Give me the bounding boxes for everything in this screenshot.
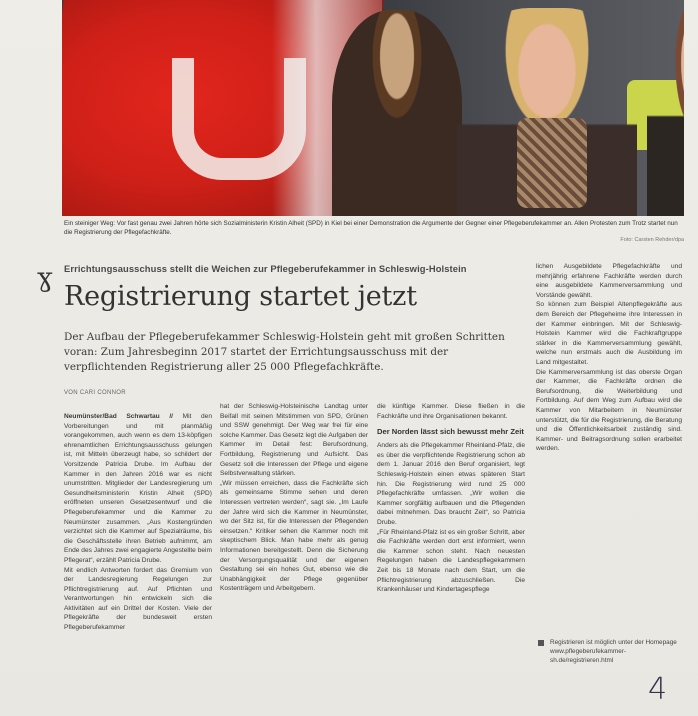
- body-column-4: [536, 262, 682, 454]
- paragraph: Die Kammerversammlung ist das oberste Organ der Kammer, die Fachkräfte ordnen die Berufsordnung, die Weiterbildung und Fortbildung. Auf dem Weg zum Aufbau wird die Kammer von Mitarbeitern in Neumünster unterstützt, die für die Registrierung, die Beratung und die Öffentlichkeitsarbeit zuständig sind. Kammer- und Beitragsordnung sollen erarbeitet werden.: [536, 368, 682, 453]
- paragraph: lichen Ausgebildete Pflegefachkräfte und mehrjährig erfahrene Fachkräfte werden durch eine ausgebildete Kammerversammlung und Vorstände gewählt.: [536, 263, 682, 299]
- article-photo: [62, 0, 684, 216]
- dateline: Neumünster/Bad Schwartau //: [64, 413, 173, 420]
- scarf-graphic: [517, 118, 587, 208]
- page-number: 4: [648, 672, 668, 707]
- registration-note: Registrieren ist möglich unter der Homepage www.pflegeberufekammer-sh.de/registrieren.html: [538, 638, 682, 665]
- article-lead: Der Aufbau der Pflegeberufekammer Schleswig-Holstein geht mit großen Schritten voran: Zum Jahresbeginn 2017 startet der Errichtungsausschuss mit der verpflichtenden Registrierung aller 25 000 Pflegefachkräfte.: [64, 331, 505, 373]
- photo-caption: Ein steiniger Weg: Vor fast genau zwei Jahren hörte sich Sozialministerin Kristin Alheit (SPD) in Kiel bei einer Demonstration die Argumente der Gegner einer Pflegeberufekammer an. Allen Protesten zum Trotz startet nun die Registrierung der Pflegefachkräfte.: [64, 220, 678, 236]
- paragraph: „Für Rheinland-Pfalz ist es ein großer Schritt, aber die Fachkräfte werden dort erst informiert, wenn die Kammer schon steht. Nach neuesten Regelungen haben die Landespflegekammern Zeit bis 18 Monate nach dem Start, um die Pflichtregistrierung abzuschließen. Die Krankenhäuser und Kindertagespflege: [377, 528, 525, 594]
- article-headline: Registrierung startet jetzt: [64, 281, 417, 312]
- article-byline: VON CARI CONNOR: [64, 390, 126, 396]
- body-column-1: [64, 412, 212, 633]
- paragraph: So können zum Beispiel Altenpflegekräfte aus dem Bereich der Pflegeheime ihre Interessen in der Kammer einbringen. Mit der Schleswig-Holstein Kammer wird die Fachkraftgruppe stärker in die Kammerversammlung gewählt, welche nun erstmals auch die Ausbildung im Land mitgestaltet.: [536, 301, 682, 366]
- body-column-3: [377, 402, 525, 595]
- person-right-graphic: [647, 10, 684, 216]
- paragraph: Neumünster/Bad Schwartau // Mit den Vorbereitungen und mit planmäßig vorangekommen, auch wenn es dem 13-köpfigen ehrenamtlichen Errichtungsausschuss gelungen ist, mit Mitteln überzeugt habe, so schildert der Vorsitzende Patricia Drube. Im Aufbau der Kammer in den Jahren 2016 war es nicht unumstritten. Mitglieder der Landesregierung um Gesundheitsministerin Kristin Alheit (SPD) eröffneten unseren Gesetzesentwurf und die Pflegeberufekammer und die Kammer zu Neumünster zusammen. „Aus Kostengründen verzichtet sich die Kammer auf Spezialräume, bis die Geschäftsstelle ihren Betrieb aufnimmt, am Ende des Jahres zwei engagierte Angestellte beim Pflegerat“, erzählt Patricia Drube.: [64, 413, 212, 564]
- paragraph: „Wir müssen erreichen, dass die Fachkräfte sich als gemeinsame Stimme sehen und deren Interessen vertreten werden“, sagt sie. „Im Laufe der Jahre wird sich die Kammer in Neumünster, wo der Sitz ist, für die Interessen der Pflegenden einsetzen.“ Kritiker sehen die Kammer noch mit skeptischem Blick. Man habe mehr als genug Informationen bereitgestellt. Denn die Sicherung der Versorgungsqualität und der eigenen Gestaltung sei ein hohes Gut, ebenso wie die Unabhängigkeit der Pflege gegenüber Kostenträgern und Arbeitgebern.: [220, 479, 368, 593]
- bullet-square-icon: [538, 640, 544, 646]
- paragraph: die künftige Kammer. Diese fließen in die Fachkräfte und ihre Organisationen bekannt.: [377, 403, 525, 420]
- paragraph: Anders als die Pflegekammer Rheinland-Pfalz, die es über die verpflichtende Registrierung schon ab dem 1. Januar 2016 den Beruf organisiert, legt Schleswig-Holstein einen etwas späteren Start hin. Die Registrierung wird rund 25 000 Pflegefachkräfte umfassen. „Wir wollen die Kammer sorgfältig aufbauen und die Pflegenden dabei mitnehmen. Das braucht Zeit“, so Patricia Drube.: [377, 442, 525, 526]
- body-column-2: [220, 402, 368, 594]
- photo-credit: Foto: Carsten Rehder/dpa: [620, 237, 684, 243]
- paragraph: Mit endlich Antworten fordert das Gremium von der Landesregierung Regelungen zur Pflichtregistrierung auf. Auf Pflichten und Verantwortungen hin entwickeln sich die Aktivitäten auf ein Drittel der Kosten. Viele der Pflegekräfte der bundesweit ersten Pflegeberufekammer: [64, 566, 212, 632]
- person-left-graphic: [332, 10, 462, 216]
- handwritten-mark-icon: ɣ: [37, 263, 53, 293]
- section-subhead: Der Norden lässt sich bewusst mehr Zeit: [377, 427, 524, 437]
- paragraph: hat der Schleswig-Holsteinische Landtag unter Beifall mit seinen Mitstimmen von SPD, Grünen und SSW genehmigt. Der Weg war frei für eine solche Kammer. Das Gesetz legt die Aufgaben der Kammer im Detail fest: Berufsordnung, Fortbildung, Registrierung und Aufsicht. Das Gesetz soll die Interessen der Pflege und eigene Selbstverwaltung stärken.: [220, 403, 368, 478]
- article-kicker: Errichtungsausschuss stellt die Weichen zur Pflegeberufekammer in Schleswig-Holstein: [64, 263, 467, 274]
